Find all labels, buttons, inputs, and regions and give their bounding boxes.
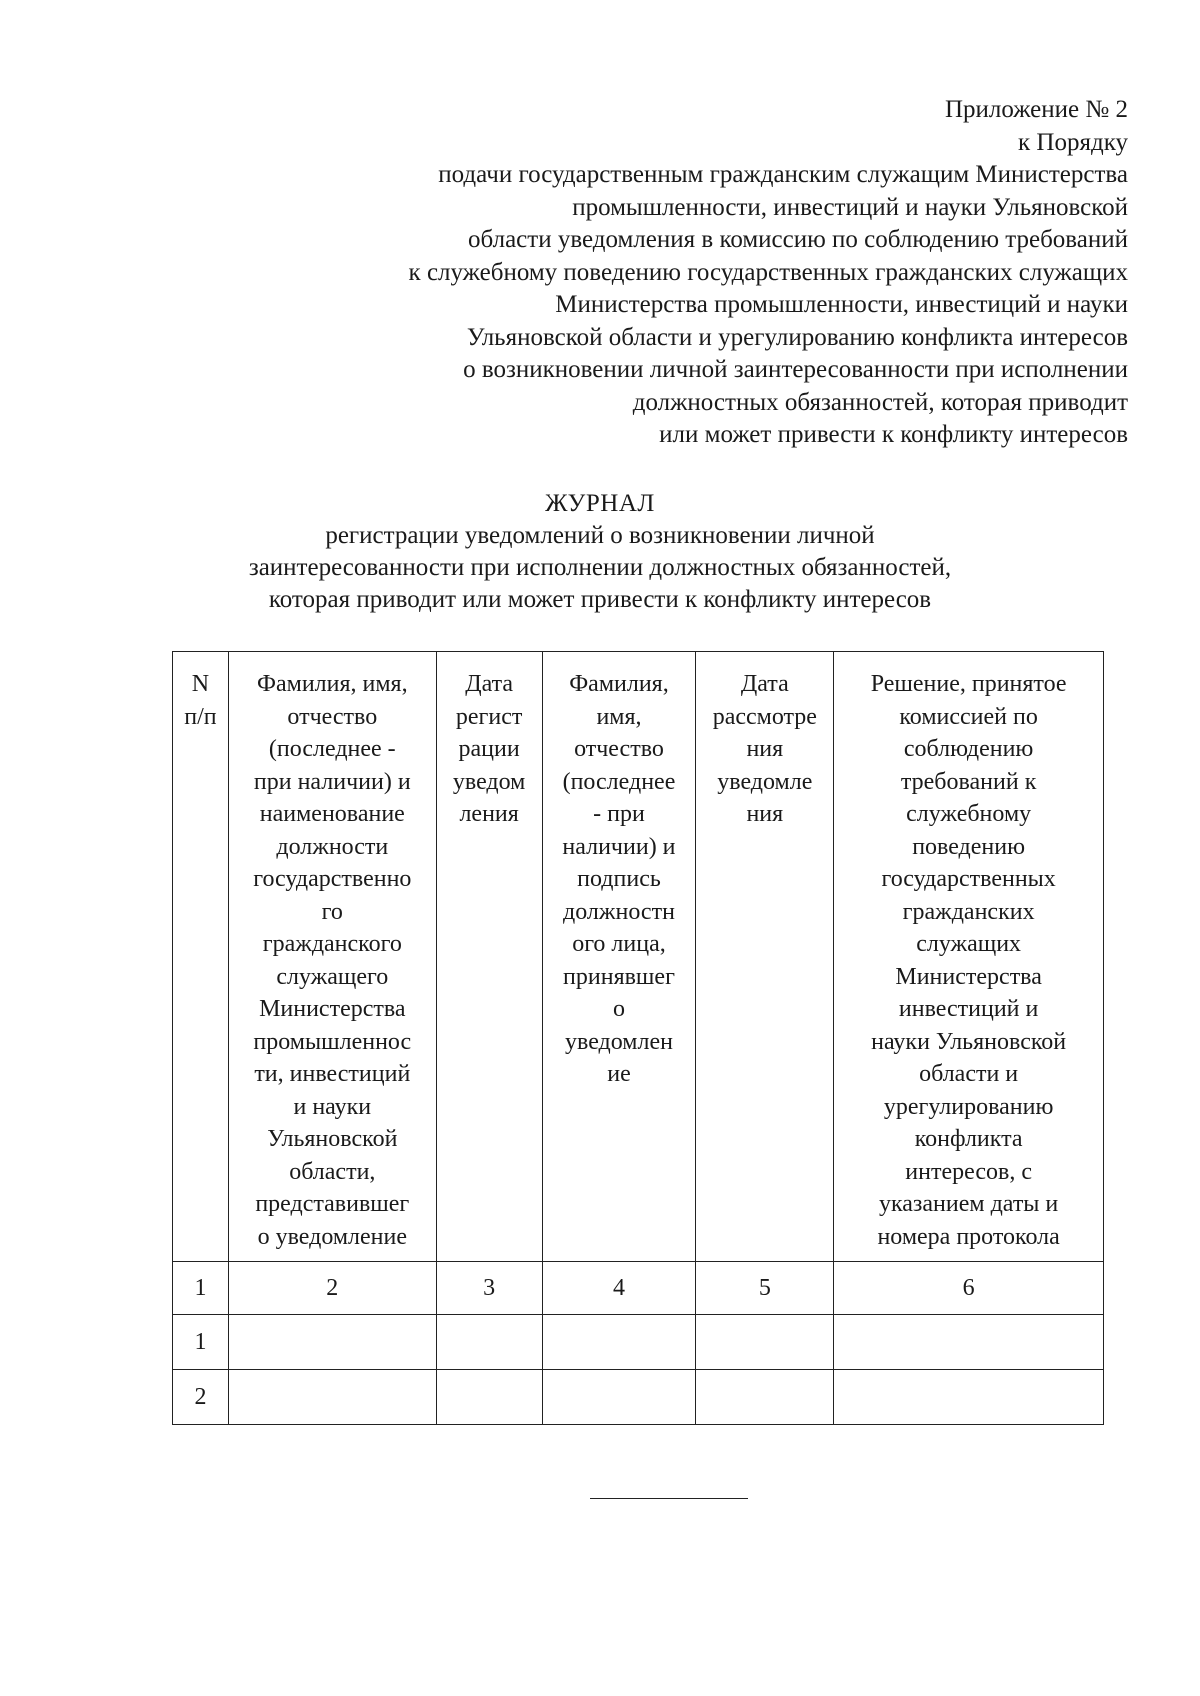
column-number-row <box>173 1262 1104 1315</box>
appendix-block <box>268 94 1128 452</box>
header-cell-review-date <box>696 652 834 1262</box>
table-cell <box>228 1315 436 1370</box>
header-line: науки Ульяновской <box>871 1028 1067 1055</box>
header-line: регист <box>455 703 523 730</box>
table-row <box>173 1370 1104 1425</box>
header-cell-decision <box>834 652 1104 1262</box>
table-cell <box>834 1315 1104 1370</box>
journal-subtitle-line: которая приводит или может привести к конфликту интересов <box>268 586 932 613</box>
header-line: Дата <box>740 671 789 697</box>
header-line: гражданского <box>262 931 402 957</box>
header-line: п/п <box>184 703 217 730</box>
header-line: ления <box>459 801 519 827</box>
header-line: ти, инвестиций <box>254 1061 411 1087</box>
header-line: служащих <box>916 931 1022 957</box>
row-number-cell: 2 <box>173 1370 229 1425</box>
header-line: - при <box>593 801 645 827</box>
journal-subtitle-line: заинтересованности при исполнении должностных обязанностей, <box>248 554 952 581</box>
header-line: (последнее <box>562 768 676 795</box>
header-line: и науки <box>293 1093 372 1120</box>
appendix-line: должностных обязанностей, которая приводит <box>632 388 1128 416</box>
header-line: подпись <box>577 866 661 892</box>
header-row <box>173 652 1104 1262</box>
table-cell <box>436 1315 542 1370</box>
header-line: имя, <box>596 703 642 730</box>
header-line: уведомле <box>717 768 813 795</box>
header-line: указанием даты и <box>878 1191 1059 1217</box>
header-line: гражданских <box>902 898 1035 925</box>
register-table <box>172 651 1104 1425</box>
header-line: го <box>321 898 343 925</box>
end-separator-line <box>590 1498 748 1499</box>
header-line: должностн <box>563 898 675 925</box>
header-line: комиссией по <box>899 703 1038 730</box>
header-line: отчество <box>574 736 664 762</box>
column-number: 5 <box>696 1262 834 1315</box>
header-line: Дата <box>465 671 514 697</box>
journal-title: ЖУРНАЛ <box>545 490 655 517</box>
column-number: 4 <box>542 1262 696 1315</box>
header-line: о уведомление <box>257 1223 408 1250</box>
header-line: представившег <box>255 1191 410 1217</box>
column-number: 3 <box>436 1262 542 1315</box>
header-line: интересов, с <box>905 1158 1032 1185</box>
appendix-line: Приложение № 2 <box>944 96 1128 123</box>
header-cell-registration-date <box>436 652 542 1262</box>
header-line: наименование <box>259 801 405 827</box>
header-line: Решение, принятое <box>870 671 1067 697</box>
header-line: соблюдению <box>903 736 1034 762</box>
header-line: инвестиций и <box>898 996 1039 1022</box>
header-cell-applicant <box>228 652 436 1262</box>
table-cell <box>542 1315 696 1370</box>
header-line: номера протокола <box>877 1223 1060 1250</box>
column-number: 1 <box>173 1262 229 1315</box>
header-line: конфликта <box>914 1126 1023 1152</box>
header-line: должности <box>276 833 389 860</box>
table-row <box>173 1315 1104 1370</box>
header-line: ие <box>607 1061 631 1087</box>
header-cell-number <box>173 652 229 1262</box>
header-line: рации <box>458 736 520 762</box>
header-line: требований к <box>900 768 1037 795</box>
row-number-cell: 1 <box>173 1315 229 1370</box>
header-line: уведом <box>452 768 526 795</box>
appendix-line: о возникновении личной заинтересованности при исполнении <box>463 356 1128 383</box>
header-line: урегулированию <box>883 1093 1054 1120</box>
column-number: 6 <box>834 1262 1104 1315</box>
table-cell <box>436 1370 542 1425</box>
header-line: уведомлен <box>565 1028 673 1055</box>
appendix-line: к служебному поведению государственных гражданских служащих <box>408 258 1128 286</box>
appendix-line: или может привести к конфликту интересов <box>659 421 1128 448</box>
journal-heading <box>0 488 1200 616</box>
header-line: ого лица, <box>572 931 666 957</box>
appendix-line: Ульяновской области и урегулированию конфликта интересов <box>466 323 1128 351</box>
appendix-line: к Порядку <box>1018 128 1128 156</box>
table-cell <box>228 1370 436 1425</box>
table-cell <box>696 1315 834 1370</box>
column-number: 2 <box>228 1262 436 1315</box>
header-line: N <box>191 671 210 697</box>
table-cell <box>542 1370 696 1425</box>
appendix-line: подачи государственным гражданским служащим Министерства <box>438 161 1128 188</box>
header-line: Фамилия, <box>569 671 669 697</box>
header-line: государственно <box>253 866 412 892</box>
header-line: служащего <box>276 963 389 990</box>
header-line: Министерства <box>259 996 406 1022</box>
header-line: служебному <box>906 801 1032 827</box>
header-line: (последнее - <box>268 736 396 762</box>
header-line: принявшег <box>563 963 675 990</box>
header-line: наличии) и <box>562 833 676 860</box>
table-cell <box>834 1370 1104 1425</box>
header-line: промышленнос <box>253 1028 412 1055</box>
header-cell-receiver <box>542 652 696 1262</box>
header-line: ния <box>746 801 784 827</box>
appendix-line: Министерства промышленности, инвестиций и науки <box>555 291 1128 318</box>
header-line: рассмотре <box>712 703 817 730</box>
header-line: ния <box>746 736 784 762</box>
header-line: области и <box>919 1061 1019 1087</box>
header-line: при наличии) и <box>253 768 411 795</box>
header-line: государственных <box>881 866 1056 892</box>
header-line: поведению <box>912 833 1026 860</box>
appendix-line: области уведомления в комиссию по соблюдению требований <box>468 226 1128 253</box>
header-line: области, <box>289 1158 376 1185</box>
header-line: отчество <box>287 703 378 730</box>
appendix-line: промышленности, инвестиций и науки Ульяновской <box>572 193 1128 221</box>
header-line: Ульяновской <box>267 1126 398 1152</box>
header-line: Фамилия, имя, <box>257 671 408 697</box>
header-line: Министерства <box>895 963 1042 990</box>
header-line: о <box>612 996 625 1022</box>
journal-subtitle-line: регистрации уведомлений о возникновении личной <box>325 522 875 549</box>
table-cell <box>696 1370 834 1425</box>
